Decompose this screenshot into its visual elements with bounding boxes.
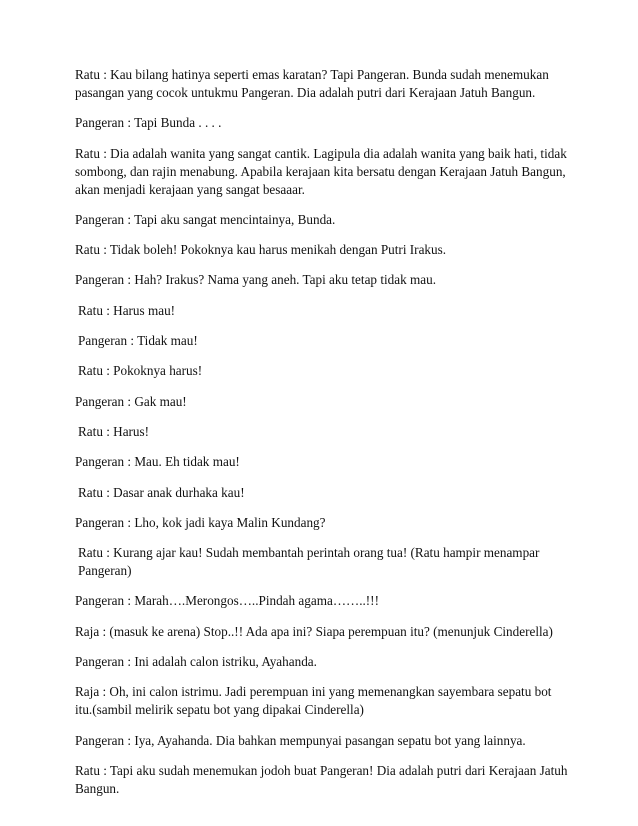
dialogue-paragraph <box>75 271 575 289</box>
dialogue-paragraph <box>75 393 575 411</box>
dialogue-line: akan menjadi kerajaan yang sangat besaaar. <box>75 181 305 197</box>
dialogue-paragraph <box>75 623 575 641</box>
dialogue-paragraph <box>75 114 575 132</box>
dialogue-line: Pangeran : Mau. Eh tidak mau! <box>75 454 240 470</box>
dialogue-line: Raja : (masuk ke arena) Stop..!! Ada apa ini? Siapa perempuan itu? (menunjuk Cinderella) <box>75 623 553 639</box>
dialogue-line: Ratu : Harus! <box>78 423 150 439</box>
dialogue-line: Ratu : Tapi aku sudah menemukan jodoh buat Pangeran! Dia adalah putri dari Kerajaan Jatuh <box>75 762 568 778</box>
dialogue-paragraph <box>75 732 575 750</box>
dialogue-paragraph <box>75 241 575 259</box>
document-body <box>75 66 575 810</box>
dialogue-paragraph <box>75 544 575 580</box>
dialogue-line: Pangeran) <box>78 563 132 579</box>
dialogue-line: Ratu : Pokoknya harus! <box>78 363 203 379</box>
dialogue-line: Pangeran : Tapi Bunda . . . . <box>75 115 222 131</box>
dialogue-paragraph <box>75 211 575 229</box>
dialogue-paragraph <box>75 653 575 671</box>
dialogue-paragraph <box>75 302 575 320</box>
dialogue-paragraph <box>75 453 575 471</box>
dialogue-line: Pangeran : Tidak mau! <box>78 333 198 349</box>
dialogue-line: Ratu : Harus mau! <box>78 302 176 318</box>
dialogue-paragraph <box>75 66 575 102</box>
dialogue-line: Pangeran : Hah? Irakus? Nama yang aneh. Tapi aku tetap tidak mau. <box>75 272 436 288</box>
dialogue-line: Pangeran : Lho, kok jadi kaya Malin Kundang? <box>75 514 326 530</box>
dialogue-line: Pangeran : Gak mau! <box>75 393 187 409</box>
dialogue-line: Pangeran : Marah….Merongos…..Pindah agama……..!!! <box>75 593 379 609</box>
dialogue-line: Pangeran : Iya, Ayahanda. Dia bahkan mempunyai pasangan sepatu bot yang lainnya. <box>75 732 526 748</box>
dialogue-paragraph <box>75 423 575 441</box>
dialogue-line: Pangeran : Ini adalah calon istriku, Ayahanda. <box>75 654 317 670</box>
dialogue-line: Pangeran : Tapi aku sangat mencintainya, Bunda. <box>75 211 336 227</box>
dialogue-line: Ratu : Kurang ajar kau! Sudah membantah perintah orang tua! (Ratu hampir menampar <box>78 545 540 561</box>
dialogue-line: Ratu : Dasar anak durhaka kau! <box>78 484 245 500</box>
dialogue-line: sombong, dan rajin menabung. Apabila kerajaan kita bersatu dengan Kerajaan Jatuh Bangun, <box>75 163 566 179</box>
dialogue-paragraph <box>75 514 575 532</box>
dialogue-paragraph <box>75 145 575 199</box>
dialogue-paragraph <box>75 484 575 502</box>
dialogue-line: pasangan yang cocok untukmu Pangeran. Dia adalah putri dari Kerajaan Jatuh Bangun. <box>75 85 536 100</box>
dialogue-paragraph <box>75 362 575 380</box>
dialogue-line: Ratu : Kau bilang hatinya seperti emas karatan? Tapi Pangeran. Bunda sudah menemukan <box>75 67 549 82</box>
dialogue-paragraph <box>75 592 575 610</box>
dialogue-line: itu.(sambil melirik sepatu bot yang dipakai Cinderella) <box>75 702 364 718</box>
dialogue-line: Ratu : Dia adalah wanita yang sangat cantik. Lagipula dia adalah wanita yang baik hati, tidak <box>75 145 567 161</box>
dialogue-paragraph <box>75 683 575 719</box>
dialogue-line: Raja : Oh, ini calon istrimu. Jadi perempuan ini yang memenangkan sayembara sepatu bot <box>75 684 552 700</box>
dialogue-paragraph <box>75 332 575 350</box>
dialogue-paragraph <box>75 762 575 798</box>
dialogue-line: Ratu : Tidak boleh! Pokoknya kau harus menikah dengan Putri Irakus. <box>75 242 447 258</box>
dialogue-line: Bangun. <box>75 780 120 796</box>
